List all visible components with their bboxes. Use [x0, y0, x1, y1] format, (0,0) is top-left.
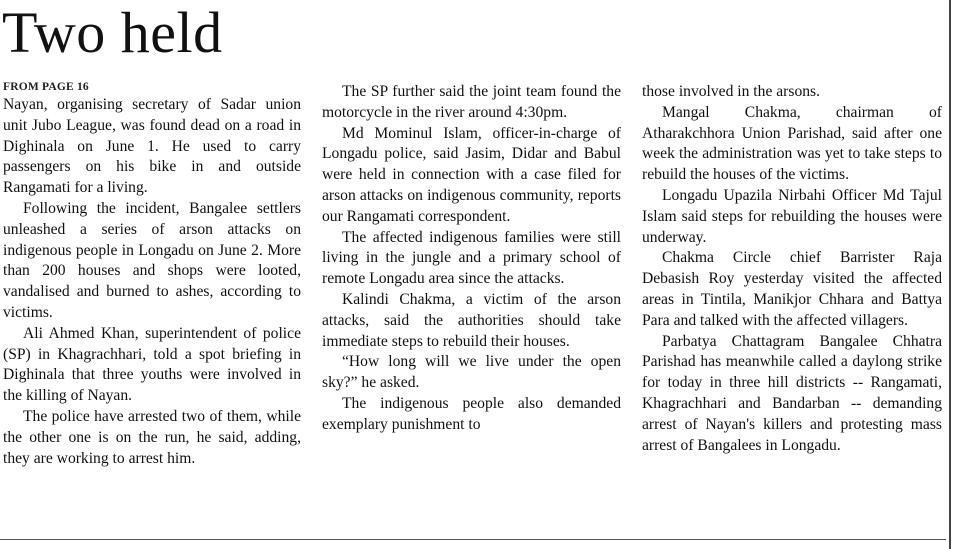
article-column-1 [3, 95, 301, 469]
headline: Two held [2, 0, 223, 65]
paragraph: Following the incident, Bangalee settlers unleashed a series of arson attacks on indigenous people in Longadu on June 2. More than 200 houses and shops were looted, vandalised and burned to ashes, according to victims. [3, 199, 301, 321]
paragraph: “How long will we live under the open sky?” he asked. [322, 353, 621, 392]
paragraph: The indigenous people also demanded exemplary punishment to [322, 394, 621, 433]
paragraph: Parbatya Chattagram Bangalee Chhatra Parishad has meanwhile called a daylong strike for today in three hill districts -- Rangamati, Khagrachhari and Bandarban -- demanding arrest of Nayan's killers and protesting mass arrest of Bangalees in Longadu. [642, 332, 942, 454]
paragraph: The SP further said the joint team found the motorcycle in the river around 4:30pm. [322, 83, 621, 121]
paragraph: those involved in the arsons. [642, 83, 821, 100]
paragraph: The police have arrested two of them, while the other one is on the run, he said, adding, they are working to arrest him. [3, 407, 301, 467]
paragraph: Chakma Circle chief Barrister Raja Debasish Roy yesterday visited the affected areas in Tintila, Manikjor Chhara and Battya Para and talked with the affected villagers. [642, 249, 942, 329]
paragraph: Longadu Upazila Nirbahi Officer Md Tajul Islam said steps for rebuilding the houses were underway. [642, 186, 942, 246]
paragraph: Kalindi Chakma, a victim of the arson attacks, said the authorities should take immediate steps to rebuild their houses. [322, 290, 621, 350]
paragraph: Ali Ahmed Khan, superintendent of police (SP) in Khagrachhari, told a spot briefing in Dighinala that three youths were involved in the killing of Nayan. [3, 324, 301, 405]
paragraph: Nayan, organising secretary of Sadar union unit Jubo League, was found dead on a road in Dighinala on June 1. He used to carry passengers on his bike in and outside Rangamati for a living. [3, 96, 301, 197]
paragraph: Md Mominul Islam, officer-in-charge of Longadu police, said Jasim, Didar and Babul were held in connection with a case filed for arson attacks on indigenous community, reports our Rangamati correspondent. [322, 124, 621, 225]
paragraph: Mangal Chakma, chairman of Atharakchhora Union Parishad, said after one week the administration was yet to take steps to rebuild the houses of the victims. [642, 103, 942, 184]
column-rule [949, 0, 951, 549]
dateline: FROM PAGE 16 [3, 81, 89, 93]
bottom-rule [0, 539, 946, 540]
article-column-3 [642, 82, 942, 456]
paragraph: The affected indigenous families were still living in the jungle and a primary school of remote Longadu area since the attacks. [322, 228, 621, 288]
article-column-2 [322, 82, 621, 436]
